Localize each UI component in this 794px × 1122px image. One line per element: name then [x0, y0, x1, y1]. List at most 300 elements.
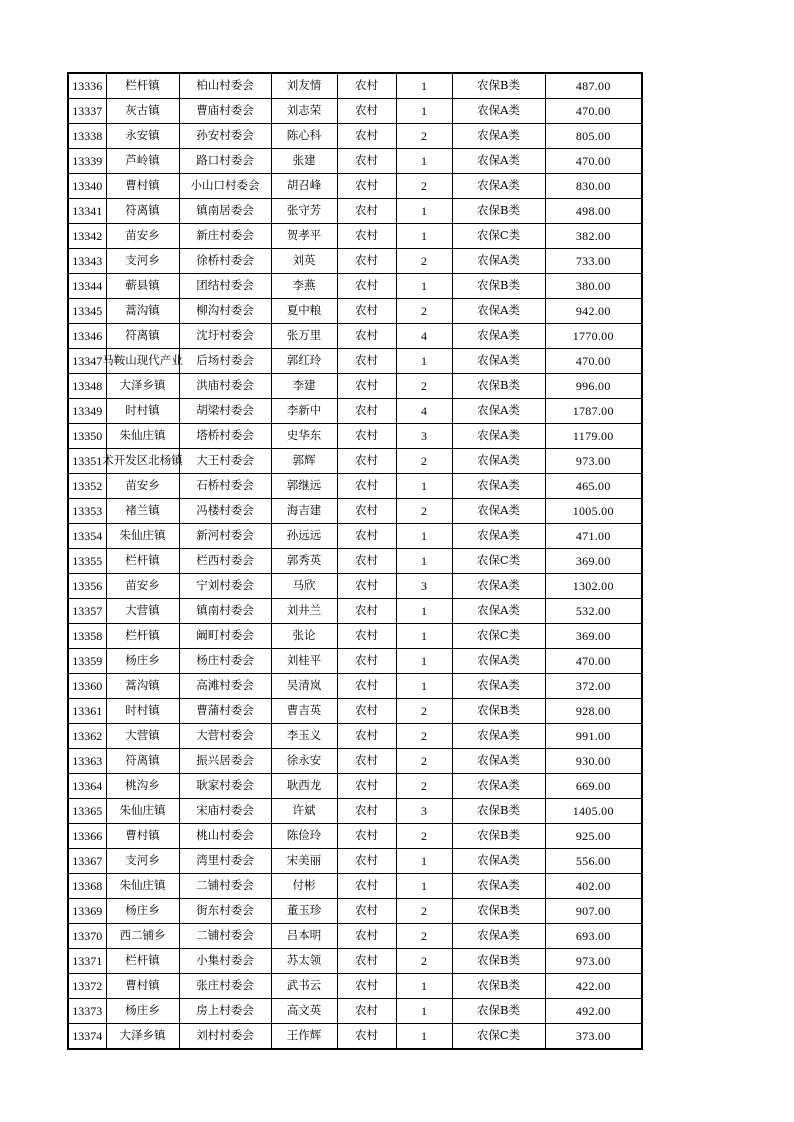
record-id-cell [68, 624, 106, 649]
village-committee: 阚町村委会 [196, 628, 254, 643]
town-cell [106, 824, 179, 849]
village-committee: 高滩村委会 [196, 678, 254, 693]
town: 朱仙庄镇 [119, 428, 166, 443]
amount: 942.00 [575, 304, 611, 318]
amount: 471.00 [575, 529, 611, 543]
insurance-category: 农保A类 [477, 353, 520, 368]
insurance-category: 农保A类 [477, 503, 520, 518]
area-type-cell [337, 999, 396, 1024]
village-committee: 曹蒲村委会 [196, 703, 254, 718]
person-name: 张万里 [286, 328, 322, 343]
area-type: 农村 [355, 103, 378, 118]
household-count-cell [396, 949, 452, 974]
area-type: 农村 [355, 803, 378, 818]
person-name: 刘友情 [286, 78, 322, 93]
village-committee-cell [179, 849, 271, 874]
record-id: 13344 [72, 279, 103, 293]
record-id-cell [68, 599, 106, 624]
person-name: 耿西龙 [286, 778, 322, 793]
area-type-cell [337, 749, 396, 774]
area-type: 农村 [355, 978, 378, 993]
area-type: 农村 [355, 853, 378, 868]
area-type-cell [337, 949, 396, 974]
area-type-cell [337, 224, 396, 249]
table-row [68, 99, 642, 124]
person-name: 海吉建 [286, 503, 322, 518]
person-name-cell [271, 774, 337, 799]
town-cell [106, 674, 179, 699]
area-type-cell [337, 1024, 396, 1050]
record-id: 13353 [72, 504, 103, 518]
insurance-category: 农保A类 [477, 653, 520, 668]
amount: 470.00 [575, 654, 611, 668]
household-count-cell [396, 599, 452, 624]
town-cell [106, 699, 179, 724]
area-type-cell [337, 599, 396, 624]
record-id-cell [68, 524, 106, 549]
table-row [68, 174, 642, 199]
person-name: 李建 [292, 378, 316, 393]
record-id: 13343 [72, 254, 103, 268]
amount: 830.00 [575, 179, 611, 193]
record-id: 13350 [72, 429, 103, 443]
person-name-cell [271, 374, 337, 399]
village-committee-cell [179, 474, 271, 499]
village-committee: 二铺村委会 [196, 928, 254, 943]
town-cell [106, 649, 179, 674]
person-name-cell [271, 699, 337, 724]
amount: 996.00 [575, 379, 611, 393]
amount-cell [545, 99, 642, 124]
amount: 805.00 [575, 129, 611, 143]
amount-cell [545, 724, 642, 749]
village-committee: 柏山村委会 [196, 78, 254, 93]
person-name-cell [271, 274, 337, 299]
record-id: 13373 [72, 1004, 103, 1018]
amount-cell [545, 949, 642, 974]
household-count: 2 [421, 454, 427, 468]
area-type-cell [337, 649, 396, 674]
amount: 928.00 [575, 704, 611, 718]
village-committee: 后场村委会 [196, 353, 254, 368]
person-name-cell [271, 649, 337, 674]
area-type-cell [337, 299, 396, 324]
amount-cell [545, 874, 642, 899]
town-cell [106, 274, 179, 299]
insurance-category: 农保A类 [477, 153, 520, 168]
table-row [68, 974, 642, 999]
village-committee: 小集村委会 [196, 953, 254, 968]
town: 西二铺乡 [119, 928, 166, 943]
area-type: 农村 [355, 578, 378, 593]
town-cell [106, 899, 179, 924]
village-committee-cell [179, 524, 271, 549]
village-committee-cell [179, 949, 271, 974]
area-type-cell [337, 899, 396, 924]
insurance-category-cell [452, 474, 545, 499]
village-committee-cell [179, 699, 271, 724]
record-id: 13345 [72, 304, 103, 318]
person-name: 徐永安 [286, 753, 322, 768]
insurance-category-cell [452, 399, 545, 424]
insurance-category-cell [452, 924, 545, 949]
record-id-cell [68, 424, 106, 449]
town: 大营镇 [125, 728, 160, 743]
household-count: 2 [421, 304, 427, 318]
table-row [68, 599, 642, 624]
table-row [68, 324, 642, 349]
person-name: 郭红玲 [286, 353, 322, 368]
area-type: 农村 [355, 603, 378, 618]
amount-cell [545, 674, 642, 699]
household-count: 3 [421, 804, 427, 818]
amount: 373.00 [575, 1029, 611, 1043]
insurance-category-cell [452, 799, 545, 824]
table-row [68, 474, 642, 499]
person-name: 张守芳 [286, 203, 322, 218]
village-committee: 宁刘村委会 [196, 578, 254, 593]
amount-cell [545, 799, 642, 824]
household-count-cell [396, 699, 452, 724]
insurance-category-cell [452, 424, 545, 449]
insurance-category: 农保A类 [477, 303, 520, 318]
household-count: 2 [421, 754, 427, 768]
town: 蕲县镇 [125, 278, 160, 293]
record-id-cell [68, 124, 106, 149]
household-count-cell [396, 549, 452, 574]
person-name-cell [271, 399, 337, 424]
amount-cell [545, 224, 642, 249]
household-count: 1 [421, 554, 427, 568]
town: 栏杆镇 [125, 953, 160, 968]
household-count: 4 [421, 329, 427, 343]
area-type: 农村 [355, 728, 378, 743]
town: 灰古镇 [125, 103, 160, 118]
amount-cell [545, 899, 642, 924]
area-type-cell [337, 674, 396, 699]
area-type: 农村 [355, 778, 378, 793]
insurance-category-cell [452, 324, 545, 349]
town: 朱仙庄镇 [119, 528, 166, 543]
amount-cell [545, 849, 642, 874]
area-type-cell [337, 874, 396, 899]
person-name: 马欣 [292, 578, 316, 593]
table-row [68, 374, 642, 399]
amount: 487.00 [575, 79, 611, 93]
person-name: 曹吉英 [286, 703, 322, 718]
household-count-cell [396, 849, 452, 874]
person-name: 张论 [292, 628, 316, 643]
village-committee: 胡梁村委会 [196, 403, 254, 418]
village-committee: 杨庄村委会 [196, 653, 254, 668]
area-type: 农村 [355, 253, 378, 268]
village-committee: 湾里村委会 [196, 853, 254, 868]
insurance-category-cell [452, 774, 545, 799]
household-count-cell [396, 899, 452, 924]
insurance-category-cell [452, 124, 545, 149]
town: 芦岭镇 [125, 153, 160, 168]
amount-cell [545, 249, 642, 274]
insurance-category: 农保A类 [477, 603, 520, 618]
insurance-category: 农保B类 [477, 803, 520, 818]
household-count-cell [396, 799, 452, 824]
insurance-category-cell [452, 499, 545, 524]
insurance-category-cell [452, 949, 545, 974]
village-committee-cell [179, 349, 271, 374]
insurance-category: 农保A类 [477, 753, 520, 768]
record-id: 13362 [72, 729, 103, 743]
table-row [68, 524, 642, 549]
insurance-category-cell [452, 674, 545, 699]
household-count-cell [396, 724, 452, 749]
town: 栏杆镇 [125, 628, 160, 643]
person-name: 苏太领 [286, 953, 322, 968]
amount: 422.00 [575, 979, 611, 993]
town: 蒿沟镇 [125, 303, 160, 318]
person-name: 武书云 [286, 978, 322, 993]
insurance-category-cell [452, 649, 545, 674]
village-committee-cell [179, 624, 271, 649]
amount: 733.00 [575, 254, 611, 268]
village-committee-cell [179, 924, 271, 949]
town: 大营镇 [125, 603, 160, 618]
village-committee: 二铺村委会 [196, 878, 254, 893]
record-id: 13374 [72, 1029, 103, 1043]
area-type: 农村 [355, 278, 378, 293]
table-row [68, 1024, 642, 1050]
town: 曹村镇 [125, 828, 160, 843]
amount: 907.00 [575, 904, 611, 918]
insurance-category-cell [452, 524, 545, 549]
record-id-cell [68, 99, 106, 124]
village-committee-cell [179, 1024, 271, 1050]
village-committee-cell [179, 999, 271, 1024]
amount: 369.00 [575, 554, 611, 568]
person-name: 李新中 [286, 403, 322, 418]
village-committee: 镇南居委会 [196, 203, 254, 218]
household-count-cell [396, 574, 452, 599]
table-row [68, 73, 642, 99]
insurance-category-cell [452, 749, 545, 774]
table-row [68, 924, 642, 949]
household-count-cell [396, 924, 452, 949]
town-cell [106, 224, 179, 249]
insurance-category-cell [452, 224, 545, 249]
insurance-category-cell [452, 274, 545, 299]
amount-cell [545, 999, 642, 1024]
village-committee-cell [179, 274, 271, 299]
town-cell [106, 574, 179, 599]
village-committee-cell [179, 549, 271, 574]
table-row [68, 549, 642, 574]
person-name: 董玉珍 [286, 903, 322, 918]
person-name-cell [271, 574, 337, 599]
record-id-cell [68, 674, 106, 699]
household-count-cell [396, 249, 452, 274]
person-name: 陈心科 [286, 128, 322, 143]
town: 杨庄乡 [125, 1003, 160, 1018]
record-id-cell [68, 199, 106, 224]
village-committee-cell [179, 574, 271, 599]
household-count: 2 [421, 379, 427, 393]
insurance-category: 农保B类 [477, 278, 520, 293]
village-committee-cell [179, 749, 271, 774]
insurance-category: 农保A类 [477, 778, 520, 793]
town: 马鞍山现代产业 [102, 353, 183, 368]
amount: 973.00 [575, 454, 611, 468]
town-cell [106, 624, 179, 649]
insurance-category: 农保B类 [477, 903, 520, 918]
record-id-cell [68, 849, 106, 874]
record-id-cell [68, 999, 106, 1024]
household-count: 1 [421, 879, 427, 893]
town-cell [106, 724, 179, 749]
amount: 973.00 [575, 954, 611, 968]
village-committee-cell [179, 174, 271, 199]
amount: 492.00 [575, 1004, 611, 1018]
village-committee-cell [179, 149, 271, 174]
record-id-cell [68, 949, 106, 974]
record-id-cell [68, 1024, 106, 1050]
insurance-category: 农保B类 [477, 1003, 520, 1018]
village-committee: 房上村委会 [196, 1003, 254, 1018]
town-cell [106, 324, 179, 349]
record-id: 13339 [72, 154, 103, 168]
area-type-cell [337, 549, 396, 574]
amount: 465.00 [575, 479, 611, 493]
insurance-category: 农保A类 [477, 578, 520, 593]
amount: 925.00 [575, 829, 611, 843]
person-name-cell [271, 174, 337, 199]
household-count-cell [396, 299, 452, 324]
record-id-cell [68, 249, 106, 274]
insurance-category-cell [452, 99, 545, 124]
town-cell [106, 1024, 179, 1050]
town: 苗安乡 [125, 478, 160, 493]
household-count: 1 [421, 154, 427, 168]
record-id: 13358 [72, 629, 103, 643]
area-type: 农村 [355, 478, 378, 493]
household-count-cell [396, 874, 452, 899]
insurance-category-cell [452, 874, 545, 899]
household-count-cell [396, 274, 452, 299]
village-committee-cell [179, 724, 271, 749]
table-row [68, 149, 642, 174]
amount-cell [545, 649, 642, 674]
record-id: 13349 [72, 404, 103, 418]
town: 杨庄乡 [125, 903, 160, 918]
records-table [67, 72, 643, 1050]
town-cell [106, 999, 179, 1024]
table-row [68, 499, 642, 524]
record-id-cell [68, 349, 106, 374]
table-row [68, 449, 642, 474]
record-id-cell [68, 574, 106, 599]
amount-cell [545, 73, 642, 99]
household-count: 2 [421, 779, 427, 793]
household-count-cell [396, 474, 452, 499]
amount: 498.00 [575, 204, 611, 218]
insurance-category-cell [452, 174, 545, 199]
table-row [68, 874, 642, 899]
record-id: 13365 [72, 804, 103, 818]
person-name: 夏中粮 [286, 303, 322, 318]
insurance-category-cell [452, 549, 545, 574]
insurance-category-cell [452, 599, 545, 624]
area-type: 农村 [355, 553, 378, 568]
area-type: 农村 [355, 903, 378, 918]
record-id: 13366 [72, 829, 103, 843]
amount-cell [545, 174, 642, 199]
area-type-cell [337, 99, 396, 124]
village-committee-cell [179, 299, 271, 324]
town: 符离镇 [125, 753, 160, 768]
amount: 556.00 [575, 854, 611, 868]
area-type: 农村 [355, 153, 378, 168]
amount-cell [545, 524, 642, 549]
household-count-cell [396, 974, 452, 999]
amount-cell [545, 774, 642, 799]
household-count: 1 [421, 354, 427, 368]
person-name-cell [271, 924, 337, 949]
area-type-cell [337, 73, 396, 99]
village-committee: 栏西村委会 [196, 553, 254, 568]
amount-cell [545, 1024, 642, 1050]
insurance-category: 农保A类 [477, 328, 520, 343]
village-committee-cell [179, 374, 271, 399]
person-name-cell [271, 899, 337, 924]
person-name-cell [271, 999, 337, 1024]
record-id: 13341 [72, 204, 103, 218]
household-count: 1 [421, 1029, 427, 1043]
town-cell [106, 249, 179, 274]
area-type: 农村 [355, 303, 378, 318]
household-count-cell [396, 73, 452, 99]
household-count: 2 [421, 179, 427, 193]
amount-cell [545, 299, 642, 324]
amount: 532.00 [575, 604, 611, 618]
record-id-cell [68, 724, 106, 749]
insurance-category-cell [452, 899, 545, 924]
town-cell [106, 874, 179, 899]
record-id-cell [68, 174, 106, 199]
person-name-cell [271, 799, 337, 824]
village-committee: 路口村委会 [196, 153, 254, 168]
area-type: 农村 [355, 353, 378, 368]
record-id: 13359 [72, 654, 103, 668]
village-committee-cell [179, 449, 271, 474]
amount: 991.00 [575, 729, 611, 743]
village-committee: 振兴居委会 [196, 753, 254, 768]
record-id-cell [68, 924, 106, 949]
village-committee-cell [179, 799, 271, 824]
insurance-category-cell [452, 974, 545, 999]
area-type: 农村 [355, 528, 378, 543]
insurance-category: 农保A类 [477, 678, 520, 693]
household-count-cell [396, 999, 452, 1024]
table-row [68, 224, 642, 249]
village-committee: 沈圩村委会 [196, 328, 254, 343]
area-type-cell [337, 774, 396, 799]
town-cell [106, 949, 179, 974]
household-count-cell [396, 749, 452, 774]
village-committee-cell [179, 974, 271, 999]
household-count-cell [396, 149, 452, 174]
household-count-cell [396, 824, 452, 849]
table-row [68, 649, 642, 674]
person-name: 贺孝平 [286, 228, 322, 243]
town: 曹村镇 [125, 978, 160, 993]
